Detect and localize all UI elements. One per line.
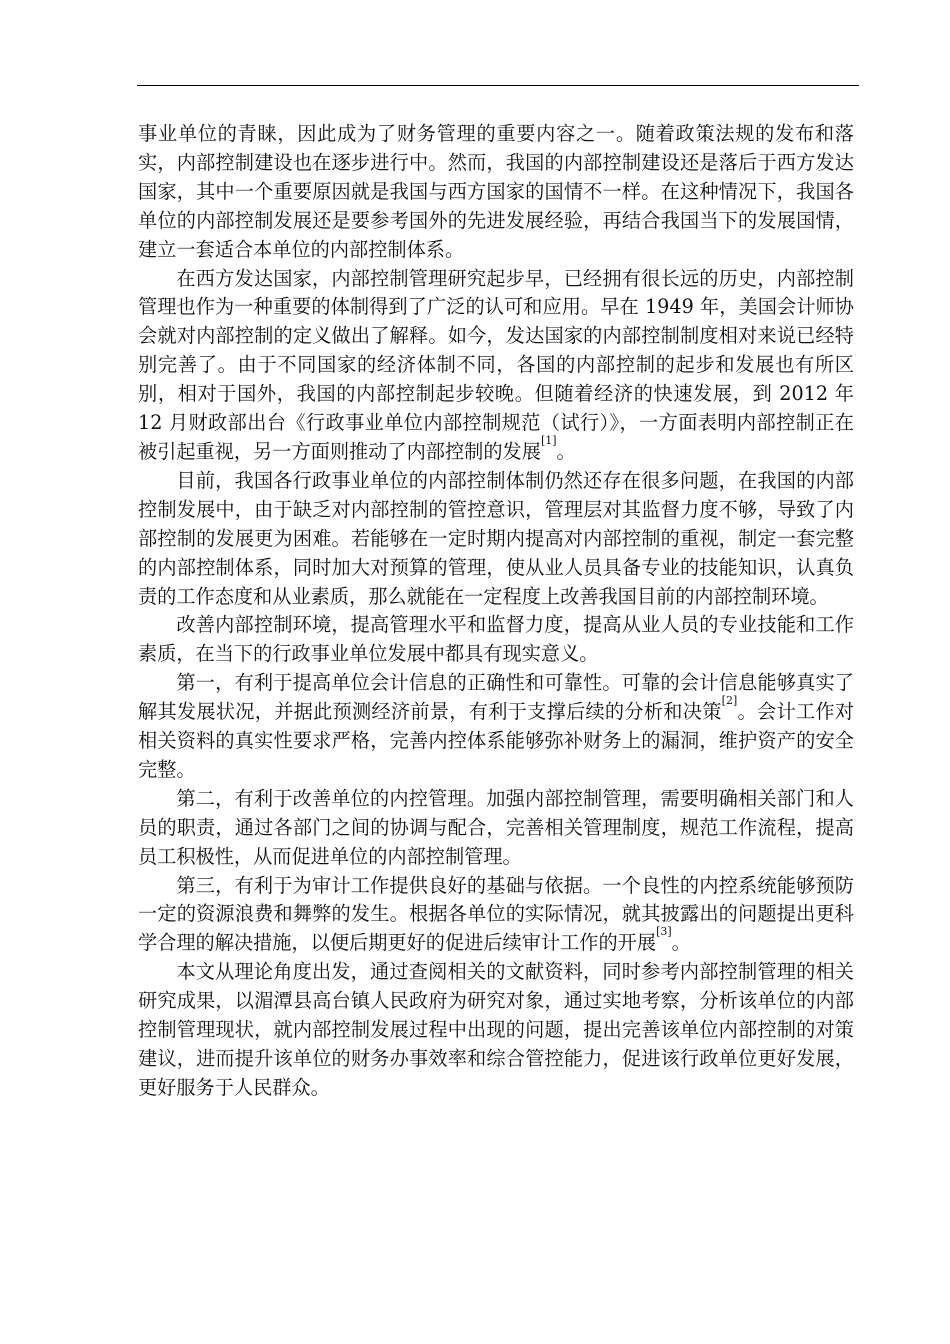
citation-1: [1] bbox=[540, 433, 557, 447]
paragraph-continuation bbox=[138, 120, 854, 265]
paragraph-text: 改善内部控制环境，提高管理水平和监督力度，提高从业人员的专业技能和工作素质，在当下的行政事业单位发展中都具有现实意义。 bbox=[138, 613, 854, 666]
paragraph-current-problems bbox=[138, 467, 854, 612]
paragraph-text: 第一，有利于提高单位会计信息的正确性和可靠性。可靠的会计信息能够真实了解其发展状况，并据此预测经济前景，有利于支撑后续的分析和决策 bbox=[138, 671, 854, 724]
paragraph-point-one bbox=[138, 669, 854, 785]
document-body bbox=[138, 120, 854, 1103]
paragraph-text: 在西方发达国家，内部控制管理研究起步早，已经拥有很长远的历史，内部控制管理也作为一种重要的体制得到了广泛的认可和应用。早在 1949 年，美国会计师协会就对内部控制的定义做出了解释。如今，发达国家的内部控制制度相对来说已经特别完善了。由于不同国家的经济体制不同，各国的内部控制的起步和发展也有所区别，相对于国外，我国的内部控制起步较晚。但随着经济的快速发展，到 2012 年 12 月财政部出台《行政事业单位内部控制规范（试行）》，一方面表明内部控制正在被引起重视，另一方面则推动了内部控制的发展 bbox=[138, 266, 854, 463]
citation-2: [2] bbox=[721, 693, 738, 707]
header-rule bbox=[137, 85, 859, 86]
paragraph-research-overview bbox=[138, 958, 854, 1103]
citation-3: [3] bbox=[656, 924, 672, 938]
paragraph-text: 第二，有利于改善单位的内控管理。加强内部控制管理，需要明确相关部门和人员的职责，通过各部门之间的协调与配合，完善相关管理制度，规范工作流程，提高员工积极性，从而促进单位的内部控制管理。 bbox=[138, 786, 854, 868]
paragraph-western-history bbox=[138, 265, 854, 467]
paragraph-point-two bbox=[138, 785, 854, 872]
paragraph-text: 事业单位的青睐，因此成为了财务管理的重要内容之一。随着政策法规的发布和落实，内部控制建设也在逐步进行中。然而，我国的内部控制建设还是落后于西方发达国家，其中一个重要原因就是我国与西方国家的国情不一样。在这种情况下，我国各单位的内部控制发展还是要参考国外的先进发展经验，再结合我国当下的发展国情，建立一套适合本单位的内部控制体系。 bbox=[138, 122, 854, 261]
paragraph-text: 目前，我国各行政事业单位的内部控制体制仍然还存在很多问题，在我国的内部控制发展中，由于缺乏对内部控制的管控意识，管理层对其监督力度不够，导致了内部控制的发展更为困难。若能够在一定时期内提高对内部控制的重视，制定一套完整的内部控制体系，同时加大对预算的管理，使从业人员具备专业的技能知识，认真负责的工作态度和从业素质，那么就能在一定程度上改善我国目前的内部控制环境。 bbox=[138, 468, 854, 608]
paragraph-text-tail: 。会计工作对相关资料的真实性要求严格，完善内控体系能够弥补财务上的漏洞，维护资产的安全完整。 bbox=[138, 700, 855, 781]
paragraph-significance bbox=[138, 611, 854, 669]
paragraph-text: 本文从理论角度出发，通过查阅相关的文献资料，同时参考内部控制管理的相关研究成果，以湄潭县高台镇人民政府为研究对象，通过实地考察，分析该单位的内部控制管理现状，就内部控制发展过程中出现的问题，提出完善该单位内部控制的对策建议，进而提升该单位的财务办事效率和综合管控能力，促进该行政单位更好发展，更好服务于人民群众。 bbox=[138, 960, 854, 1099]
paragraph-point-three bbox=[138, 872, 854, 959]
paragraph-text-tail: 。 bbox=[556, 439, 576, 463]
paragraph-text: 第三，有利于为审计工作提供良好的基础与依据。一个良性的内控系统能够预防一定的资源浪费和舞弊的发生。根据各单位的实际情况，就其披露出的问题提出更科学合理的解决措施，以便后期更好的促进后续审计工作的开展 bbox=[138, 873, 854, 955]
paragraph-text-tail: 。 bbox=[671, 931, 691, 955]
